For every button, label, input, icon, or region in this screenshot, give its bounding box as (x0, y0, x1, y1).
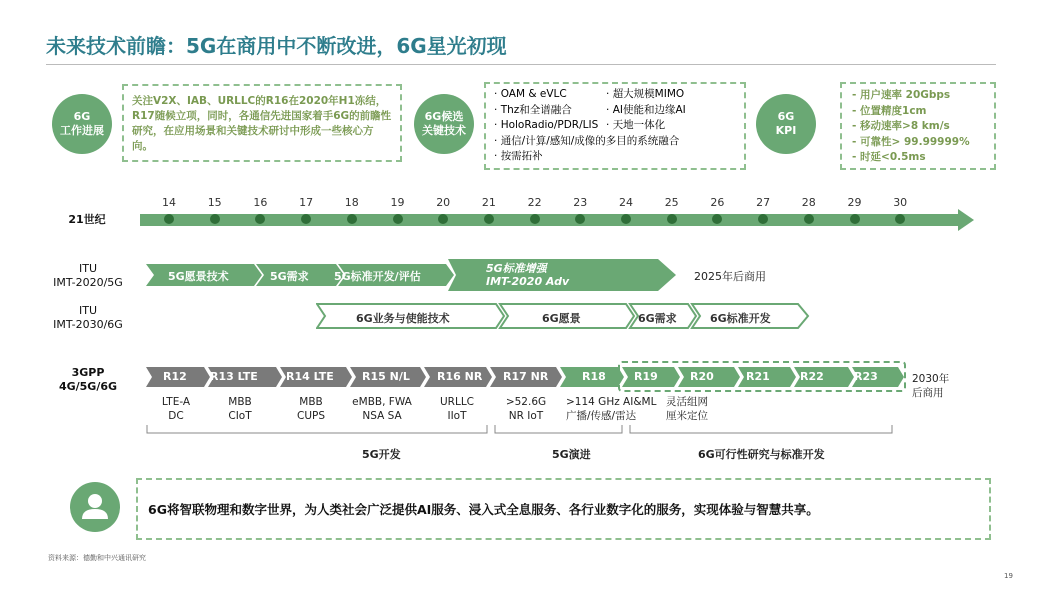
phase-brackets (146, 424, 906, 438)
timeline-tick-label: 29 (847, 196, 862, 209)
release-desc: >52.6G NR IoT (505, 396, 547, 422)
user-icon (70, 482, 120, 532)
kpi-circle-label: 6G KPI (775, 110, 797, 137)
timeline-tick-label: 22 (527, 196, 542, 209)
itu2020-arrow-requirements: 5G需求 (270, 270, 309, 283)
timeline-tick-dot (530, 214, 540, 224)
timeline-tick-dot (210, 214, 220, 224)
itu2030-arrow-requirements: 6G需求 (638, 312, 677, 325)
kpi-item: - 移动速率>8 km/s (852, 120, 950, 132)
release-desc: URLLC IIoT (439, 396, 474, 422)
candidates-circle-label: 6G候选 关键技术 (422, 110, 466, 137)
release-r16: R16 NR (437, 370, 483, 383)
candidate-item: · 超大规模MIMO (606, 88, 685, 100)
page-title: 未来技术前瞻：5G在商用中不断改进，6G星光初现 (46, 34, 507, 58)
candidate-item: · OAM & eVLC (494, 88, 567, 100)
candidates-list-right (606, 87, 686, 134)
release-r15: R15 N/L (362, 370, 410, 383)
release-desc: MBB CIoT (228, 396, 252, 422)
title-divider (46, 64, 996, 65)
release-r14: R14 LTE (286, 370, 334, 383)
kpi-item: - 时延<0.5ms (852, 151, 926, 163)
release-desc: >114 GHz AI&ML 广播/传感/雷达 (566, 396, 657, 422)
candidate-item: · 按需拓补 (494, 150, 543, 162)
release-r23: R23 (854, 370, 878, 383)
timeline-label: 21世纪 (68, 213, 106, 226)
itu2020-label: ITU IMT-2020/5G (53, 262, 123, 289)
release-desc: 灵活组网 厘米定位 (666, 396, 708, 422)
itu2030-arrow-services: 6G业务与使能技术 (356, 312, 450, 325)
timeline-tick-label: 19 (390, 196, 405, 209)
release-desc: LTE-A DC (161, 396, 191, 422)
timeline-tick-dot (850, 214, 860, 224)
timeline-tick-label: 24 (619, 196, 633, 209)
timeline-tick-dot (667, 214, 677, 224)
phase-6g-research: 6G可行性研究与标准开发 (698, 448, 825, 461)
itu2020-arrow-development: 5G标准开发/评估 (334, 270, 421, 283)
release-desc: eMBB, FWA NSA SA (352, 396, 412, 422)
vision-box (136, 478, 991, 540)
gpp-label: 3GPP 4G/5G/6G (58, 366, 118, 393)
timeline-tick-label: 26 (710, 196, 725, 209)
candidate-item: · HoloRadio/PDR/LIS (494, 119, 599, 131)
timeline-tick-label: 18 (344, 196, 359, 209)
release-r22: R22 (800, 370, 824, 383)
kpi-list (852, 88, 984, 166)
source-note: 资料来源：德勤和中兴通讯研究 (48, 554, 146, 562)
kpi-item: - 可靠性> 99.99999% (852, 135, 970, 148)
itu2030-label: ITU IMT-2030/6G (53, 304, 123, 331)
timeline-tick-label: 30 (893, 196, 908, 209)
progress-box (122, 84, 402, 162)
release-r17: R17 NR (503, 370, 549, 383)
itu2020-arrow-enhancement: 5G标准增强 IMT-2020 Adv (486, 262, 570, 288)
timeline-tick-label: 15 (207, 196, 222, 209)
avatar (70, 482, 120, 532)
timeline-tick-label: 14 (162, 196, 176, 209)
release-r13: R13 LTE (210, 370, 258, 383)
progress-circle-label: 6G 工作进展 (60, 110, 104, 137)
itu2030-arrow-standards: 6G标准开发 (710, 312, 771, 325)
kpi-item: - 用户速率 20Gbps (852, 89, 951, 101)
candidate-item: · 天地一体化 (606, 119, 666, 131)
timeline-tick-dot (484, 214, 494, 224)
timeline-tick-dot (393, 214, 403, 224)
release-desc: MBB CUPS (296, 396, 325, 422)
timeline-tick-label: 25 (664, 196, 679, 209)
phase-5g-evolution: 5G演进 (552, 448, 591, 461)
release-r18: R18 (582, 370, 606, 383)
timeline-tick-label: 28 (801, 196, 816, 209)
candidates-circle (414, 94, 474, 154)
itu2020-arrow-vision: 5G愿景技术 (168, 270, 229, 283)
candidates-box (484, 82, 746, 170)
release-r19: R19 (634, 370, 658, 383)
gpp-end-note: 2030年 后商用 (912, 373, 950, 399)
timeline-tick-label: 27 (756, 196, 771, 209)
candidate-item: · 通信/计算/感知/成像的多目的系统融合 (494, 134, 680, 147)
kpi-circle (756, 94, 816, 154)
release-r21: R21 (746, 370, 770, 383)
itu2030-arrow-vision: 6G愿景 (542, 312, 581, 325)
timeline-tick-dot (804, 214, 814, 224)
timeline-tick-dot (347, 214, 357, 224)
phase-5g-dev: 5G开发 (362, 448, 401, 461)
timeline-tick-label: 16 (253, 196, 268, 209)
release-r20: R20 (690, 370, 714, 383)
timeline-tick-label: 23 (573, 196, 588, 209)
release-r12: R12 (163, 370, 187, 383)
candidate-item: · AI使能和边缘AI (606, 103, 686, 116)
kpi-box (840, 82, 996, 170)
timeline-tick-label: 20 (436, 196, 451, 209)
candidate-item: · Thz和全谱融合 (494, 103, 572, 116)
timeline-tick-dot (164, 214, 174, 224)
page-number: 19 (1004, 572, 1013, 580)
itu2020-note: 2025年后商用 (694, 270, 766, 283)
timeline-arrow (140, 208, 974, 232)
timeline-tick-dot (621, 214, 631, 224)
progress-circle (52, 94, 112, 154)
timeline-tick-label: 21 (481, 196, 496, 209)
progress-text: 关注V2X、IAB、URLLC的R16在2020年H1冻结，R17随候立项，同时，各通信先进国家着手6G的前瞻性研究，在应用场景和关键技术研讨中形成一些核心方向。 (132, 95, 392, 152)
vision-text: 6G将智联物理和数字世界，为人类社会广泛提供AI服务、浸入式全息服务、各行业数字化的服务，实现体验与智慧共享。 (148, 502, 819, 517)
kpi-item: - 位置精度1cm (852, 104, 927, 117)
timeline-tick-label: 17 (299, 196, 314, 209)
